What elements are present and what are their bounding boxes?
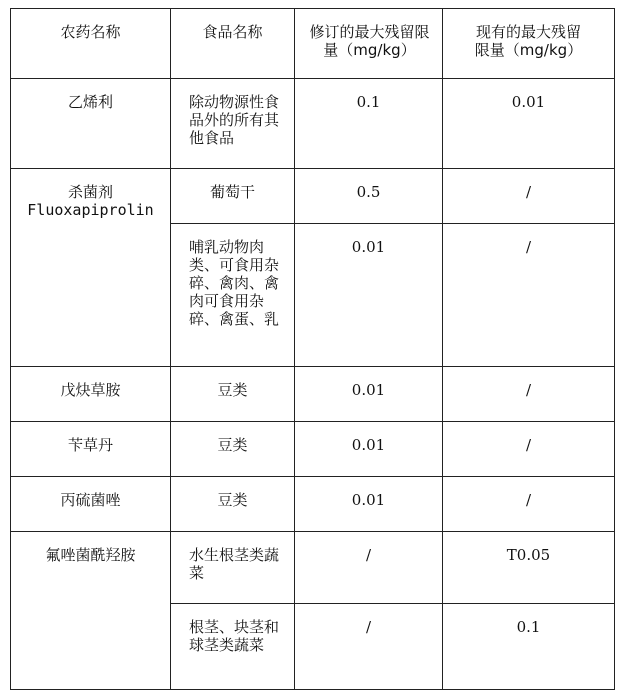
pesticide-cell <box>11 79 171 169</box>
pesticide-cell <box>11 422 171 477</box>
food-name: 水生根茎类蔬菜 <box>189 546 280 582</box>
pesticide-name: 杀菌剂 <box>67 183 113 201</box>
food-name: 豆类 <box>217 381 248 399</box>
food-cell <box>171 422 295 477</box>
header-pesticide: 农药名称 <box>60 23 121 41</box>
header-cell <box>11 9 171 79</box>
existing-cell <box>443 224 615 367</box>
existing-value: / <box>525 238 532 256</box>
revised-cell <box>295 422 443 477</box>
existing-cell <box>443 604 615 690</box>
existing-cell <box>443 79 615 169</box>
header-food: 食品名称 <box>202 23 263 41</box>
revised-cell <box>295 477 443 532</box>
food-cell <box>171 604 295 690</box>
header-row <box>11 9 615 79</box>
existing-value: / <box>525 491 532 509</box>
food-name: 葡萄干 <box>209 183 255 201</box>
food-cell <box>171 367 295 422</box>
table-row <box>11 79 615 169</box>
revised-cell <box>295 532 443 604</box>
header-existing: 现有的最大残留限量（mg/kg） <box>474 23 583 59</box>
revised-cell <box>295 367 443 422</box>
food-name: 除动物源性食品外的所有其他食品 <box>189 93 280 147</box>
header-cell <box>171 9 295 79</box>
pesticide-cell <box>11 532 171 690</box>
existing-value: T0.05 <box>506 546 551 564</box>
pesticide-cell <box>11 367 171 422</box>
food-name: 哺乳动物肉类、可食用杂碎、禽肉、禽肉可食用杂碎、禽蛋、乳 <box>189 238 280 328</box>
pesticide-name-en: Fluoxapiprolin <box>27 201 154 219</box>
pesticide-cell <box>11 169 171 367</box>
revised-value: 0.01 <box>351 238 386 256</box>
revised-value: 0.01 <box>351 491 386 509</box>
food-cell <box>171 224 295 367</box>
food-cell <box>171 169 295 224</box>
food-name: 根茎、块茎和球茎类蔬菜 <box>189 618 280 654</box>
mrl-table <box>10 8 615 690</box>
revised-cell <box>295 224 443 367</box>
pesticide-name: 乙烯利 <box>67 93 113 111</box>
existing-cell <box>443 169 615 224</box>
pesticide-name: 苄草丹 <box>67 436 113 454</box>
existing-cell <box>443 477 615 532</box>
revised-value: / <box>365 546 372 564</box>
revised-cell <box>295 604 443 690</box>
header-cell <box>443 9 615 79</box>
revised-value: 0.01 <box>351 436 386 454</box>
revised-value: / <box>365 618 372 636</box>
existing-value: 0.1 <box>516 618 541 636</box>
existing-cell <box>443 422 615 477</box>
pesticide-name: 戊炔草胺 <box>60 381 121 399</box>
revised-cell <box>295 79 443 169</box>
food-cell <box>171 532 295 604</box>
food-name: 豆类 <box>217 491 248 509</box>
pesticide-name-block <box>11 169 170 219</box>
existing-value: 0.01 <box>511 93 546 111</box>
table-row <box>11 367 615 422</box>
table-row <box>11 532 615 604</box>
table-row <box>11 169 615 224</box>
food-name: 豆类 <box>217 436 248 454</box>
existing-value: / <box>525 381 532 399</box>
revised-value: 0.1 <box>356 93 381 111</box>
existing-value: / <box>525 436 532 454</box>
header-cell <box>295 9 443 79</box>
existing-cell <box>443 532 615 604</box>
pesticide-name: 氟唑菌酰羟胺 <box>45 546 136 564</box>
revised-cell <box>295 169 443 224</box>
food-cell <box>171 477 295 532</box>
pesticide-cell <box>11 477 171 532</box>
existing-value: / <box>525 183 532 201</box>
header-revised: 修订的最大残留限量（mg/kg） <box>309 23 430 59</box>
table-row <box>11 477 615 532</box>
food-cell <box>171 79 295 169</box>
table-row <box>11 422 615 477</box>
revised-value: 0.01 <box>351 381 386 399</box>
pesticide-name: 丙硫菌唑 <box>60 491 121 509</box>
existing-cell <box>443 367 615 422</box>
revised-value: 0.5 <box>356 183 381 201</box>
